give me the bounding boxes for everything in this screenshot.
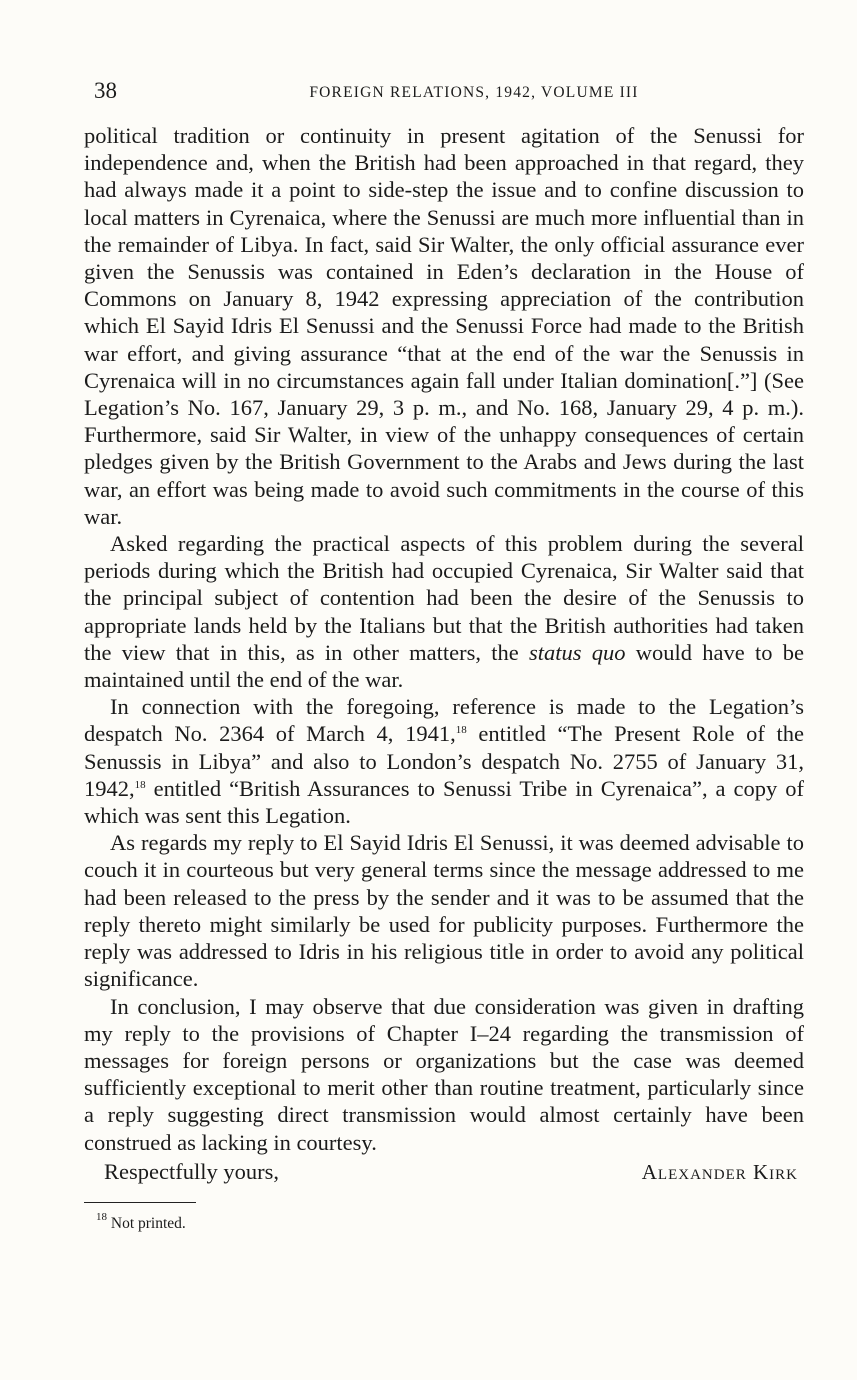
salutation: Respectfully yours, <box>104 1158 279 1184</box>
footnote-divider <box>84 1202 196 1203</box>
paragraph-text: entitled “The Present Role of the Senussis in Libya” and also to London’s despatch No. 2755 of January 31, 1942, <box>84 721 804 801</box>
paragraph-text: As regards my reply to El Sayid Idris El Senussi, it was deemed advisable to couch it in courteous but very general terms since the message addressed to me had been released to the press by the sender and it was to be assumed that the reply thereto might similarly be used for publicity purposes. Furthermore the reply was addressed to Idris in his religious title in order to avoid any political significance. <box>84 830 804 992</box>
paragraph <box>84 530 804 693</box>
italic-term: status quo <box>528 639 626 665</box>
footnote-ref: 18 <box>134 778 146 791</box>
paragraph <box>84 993 804 1156</box>
paragraph-text: entitled “British Assurances to Senussi Tribe in Cyrenaica”, a copy of which was sent this Legation. <box>84 775 804 829</box>
document-page <box>84 78 804 1233</box>
paragraph-text: In connection with the foregoing, reference is made to the Legation’s despatch No. 2364 of March 4, 1941, <box>84 694 804 747</box>
signature: Alexander Kirk <box>641 1159 798 1184</box>
paragraph-text: Asked regarding the practical aspects of this problem during the several periods during which the British had occupied Cyrenaica, Sir Walter said that the principal subject of contention had been the desire of the Senussis to appropriate lands held by the Italians but that the British authorities had taken the view that in this, as in other matters, the <box>84 531 804 665</box>
footnote-ref: 18 <box>455 724 467 737</box>
footnote-marker: 18 <box>96 1210 107 1223</box>
body-text <box>84 122 804 1156</box>
page-header <box>84 78 804 108</box>
page-number: 38 <box>94 78 117 103</box>
paragraph-text: political tradition or continuity in present agitation of the Senussi for independence and, when the British had been approached in that regard, they had always made it a point to side-step the issue and to confine discussion to local matters in Cyrenaica, where the Senussi are much more influential than in the remainder of Libya. In fact, said Sir Walter, the only official assurance ever given the Senussis was contained in Eden’s declaration in the House of Commons on January 8, 1942 expressing appreciation of the contribution which El Sayid Idris El Senussi and the Senussi Force had made to the British war effort, and giving assurance “that at the end of the war the Senussis in Cyrenaica will in no circumstances again fall under Italian domination[.”] (See Legation’s No. 167, January 29, 3 p. m., and No. 168, January 29, 4 p. m.). Furthermore, said Sir Walter, in view of the unhappy consequences of certain pledges given by the British Government to the Arabs and Jews during the last war, an effort was being made to avoid such commitments in the course of this war. <box>84 123 804 529</box>
footnote <box>84 1210 804 1233</box>
paragraph <box>84 693 804 829</box>
paragraph-text: would have to be maintained until the end of the war. <box>84 639 805 693</box>
footnote-text: Not printed. <box>107 1214 186 1232</box>
running-head: FOREIGN RELATIONS, 1942, VOLUME III <box>309 84 639 101</box>
paragraph-continuation <box>84 122 804 530</box>
closing <box>84 1158 804 1186</box>
paragraph-text: In conclusion, I may observe that due consideration was given in drafting my reply to the provisions of Chapter I–24 regarding the transmission of messages for foreign persons or organizations but the case was deemed sufficiently exceptional to merit other than routine treatment, particularly since a reply suggesting direct transmission would almost certainly have been construed as lacking in courtesy. <box>84 993 804 1155</box>
paragraph <box>84 829 804 992</box>
